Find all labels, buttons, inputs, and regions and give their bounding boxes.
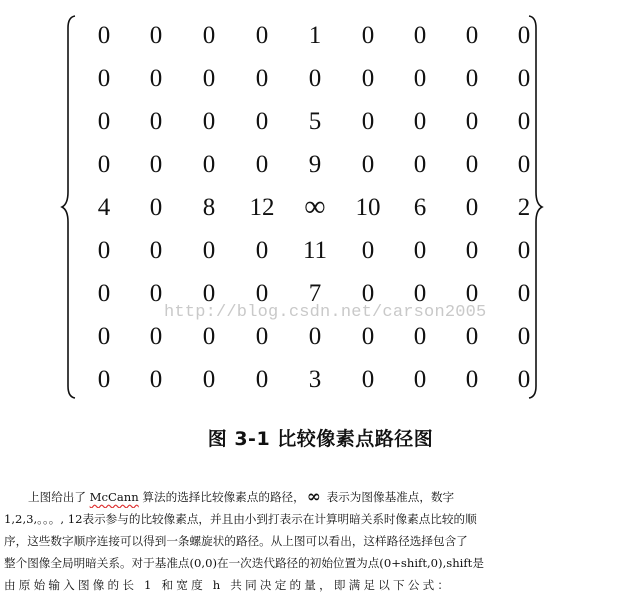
matrix-cell: 0	[255, 323, 269, 350]
text-fragment: 上图给出了	[28, 490, 90, 504]
matrix-cell: 0	[255, 151, 269, 178]
infinity-symbol: ∞	[306, 487, 321, 507]
figure-caption: 图 3-1 比较像素点路径图	[207, 428, 434, 450]
matrix-cell: 0	[202, 108, 216, 135]
matrix-cell: 0	[517, 151, 531, 178]
matrix-cell: 0	[413, 323, 427, 350]
matrix-cell: 12	[249, 194, 275, 221]
right-brace	[526, 14, 544, 400]
matrix-cell: 0	[255, 237, 269, 264]
matrix-cell: 0	[255, 22, 269, 49]
paragraph-line-5: 由原始输入图像的长 1 和宽度 h 共同决定的量，即满足以下公式：	[4, 578, 453, 592]
matrix-cell: 0	[97, 65, 111, 92]
matrix-cell: 0	[517, 323, 531, 350]
matrix-cell: 0	[202, 280, 216, 307]
matrix-cell: 0	[361, 323, 375, 350]
matrix-cell: 0	[202, 323, 216, 350]
text-fragment: 算法的选择比较像素点的路径，	[138, 490, 305, 504]
paragraph-line-4: 整个图像全局明暗关系。对于基准点(0,0)在一次迭代路径的初始位置为点(0+shift,0),shift是	[4, 556, 484, 570]
matrix-cell: 0	[255, 366, 269, 393]
matrix-cell: 0	[465, 65, 479, 92]
matrix-grid	[78, 14, 531, 400]
matrix-cell: 0	[97, 280, 111, 307]
matrix-cell: 0	[97, 366, 111, 393]
matrix-cell: 0	[255, 65, 269, 92]
matrix-cell: 0	[149, 65, 163, 92]
left-brace	[60, 14, 78, 400]
matrix-cell: 9	[308, 151, 322, 178]
matrix-cell-base-point: ∞	[304, 189, 326, 223]
matrix-cell: 0	[465, 151, 479, 178]
matrix-cell: 0	[149, 280, 163, 307]
matrix-cell: 0	[97, 151, 111, 178]
matrix-cell: 0	[517, 237, 531, 264]
body-paragraph	[4, 486, 558, 596]
matrix-cell: 0	[202, 65, 216, 92]
matrix-cell: 0	[361, 108, 375, 135]
matrix-cell: 0	[413, 151, 427, 178]
matrix-cell: 0	[465, 323, 479, 350]
matrix-cell: 0	[361, 22, 375, 49]
matrix-cell: 0	[308, 65, 322, 92]
matrix-cell: 0	[413, 22, 427, 49]
matrix-figure	[60, 14, 544, 400]
matrix-cell: 0	[517, 22, 531, 49]
matrix-cell: 4	[97, 194, 111, 221]
watermark-url: http://blog.csdn.net/carson2005	[164, 303, 487, 322]
matrix-cell: 0	[517, 280, 531, 307]
matrix-cell: 0	[361, 65, 375, 92]
matrix-cell: 0	[97, 323, 111, 350]
matrix-cell: 0	[413, 108, 427, 135]
matrix-cell: 0	[465, 194, 479, 221]
matrix-cell: 0	[97, 108, 111, 135]
paragraph-line-1	[4, 486, 558, 508]
matrix-cell: 0	[465, 22, 479, 49]
matrix-cell: 11	[302, 237, 328, 264]
matrix-cell: 0	[308, 323, 322, 350]
matrix-cell: 7	[308, 280, 322, 307]
paragraph-line-3: 序，这些数字顺序连接可以得到一条螺旋状的路径。从上图可以看出，这样路径选择包含了	[4, 534, 468, 548]
matrix-cell: 1	[308, 22, 322, 49]
matrix-cell: 0	[149, 237, 163, 264]
matrix-cell: 0	[255, 108, 269, 135]
matrix-cell: 0	[255, 280, 269, 307]
matrix-cell: 0	[149, 151, 163, 178]
matrix-cell: 0	[465, 366, 479, 393]
matrix-cell: 0	[413, 280, 427, 307]
matrix-cell: 10	[355, 194, 381, 221]
matrix-cell: 0	[149, 22, 163, 49]
matrix-cell: 0	[149, 194, 163, 221]
matrix-cell: 0	[517, 65, 531, 92]
matrix-cell: 0	[517, 108, 531, 135]
matrix-cell: 0	[97, 237, 111, 264]
matrix-cell: 0	[149, 108, 163, 135]
matrix-cell: 0	[202, 366, 216, 393]
matrix-cell: 3	[308, 366, 322, 393]
matrix-cell: 0	[361, 280, 375, 307]
matrix-cell: 0	[202, 22, 216, 49]
matrix-cell: 0	[413, 237, 427, 264]
paragraph-line-2: 1,2,3,。。。, 12表示参与的比较像素点，并且由小到打表示在计算明暗关系时像素点比较的顺	[4, 512, 477, 526]
matrix-cell: 0	[413, 366, 427, 393]
text-fragment: 表示为图像基准点，数字	[322, 490, 455, 504]
matrix-cell: 0	[202, 151, 216, 178]
matrix-cell: 0	[517, 366, 531, 393]
matrix-cell: 0	[97, 22, 111, 49]
matrix-cell: 0	[465, 237, 479, 264]
matrix-cell: 0	[149, 366, 163, 393]
matrix-cell: 2	[517, 194, 531, 221]
matrix-cell: 6	[413, 194, 427, 221]
matrix-cell: 0	[149, 323, 163, 350]
matrix-cell: 0	[413, 65, 427, 92]
matrix-cell: 0	[361, 237, 375, 264]
matrix-cell: 0	[361, 151, 375, 178]
matrix-cell: 0	[202, 237, 216, 264]
matrix-cell: 0	[361, 366, 375, 393]
matrix-cell: 5	[308, 108, 322, 135]
matrix-cell: 8	[202, 194, 216, 221]
matrix-cell: 0	[465, 280, 479, 307]
mccann-term: McCann	[89, 490, 139, 504]
matrix-cell: 0	[465, 108, 479, 135]
